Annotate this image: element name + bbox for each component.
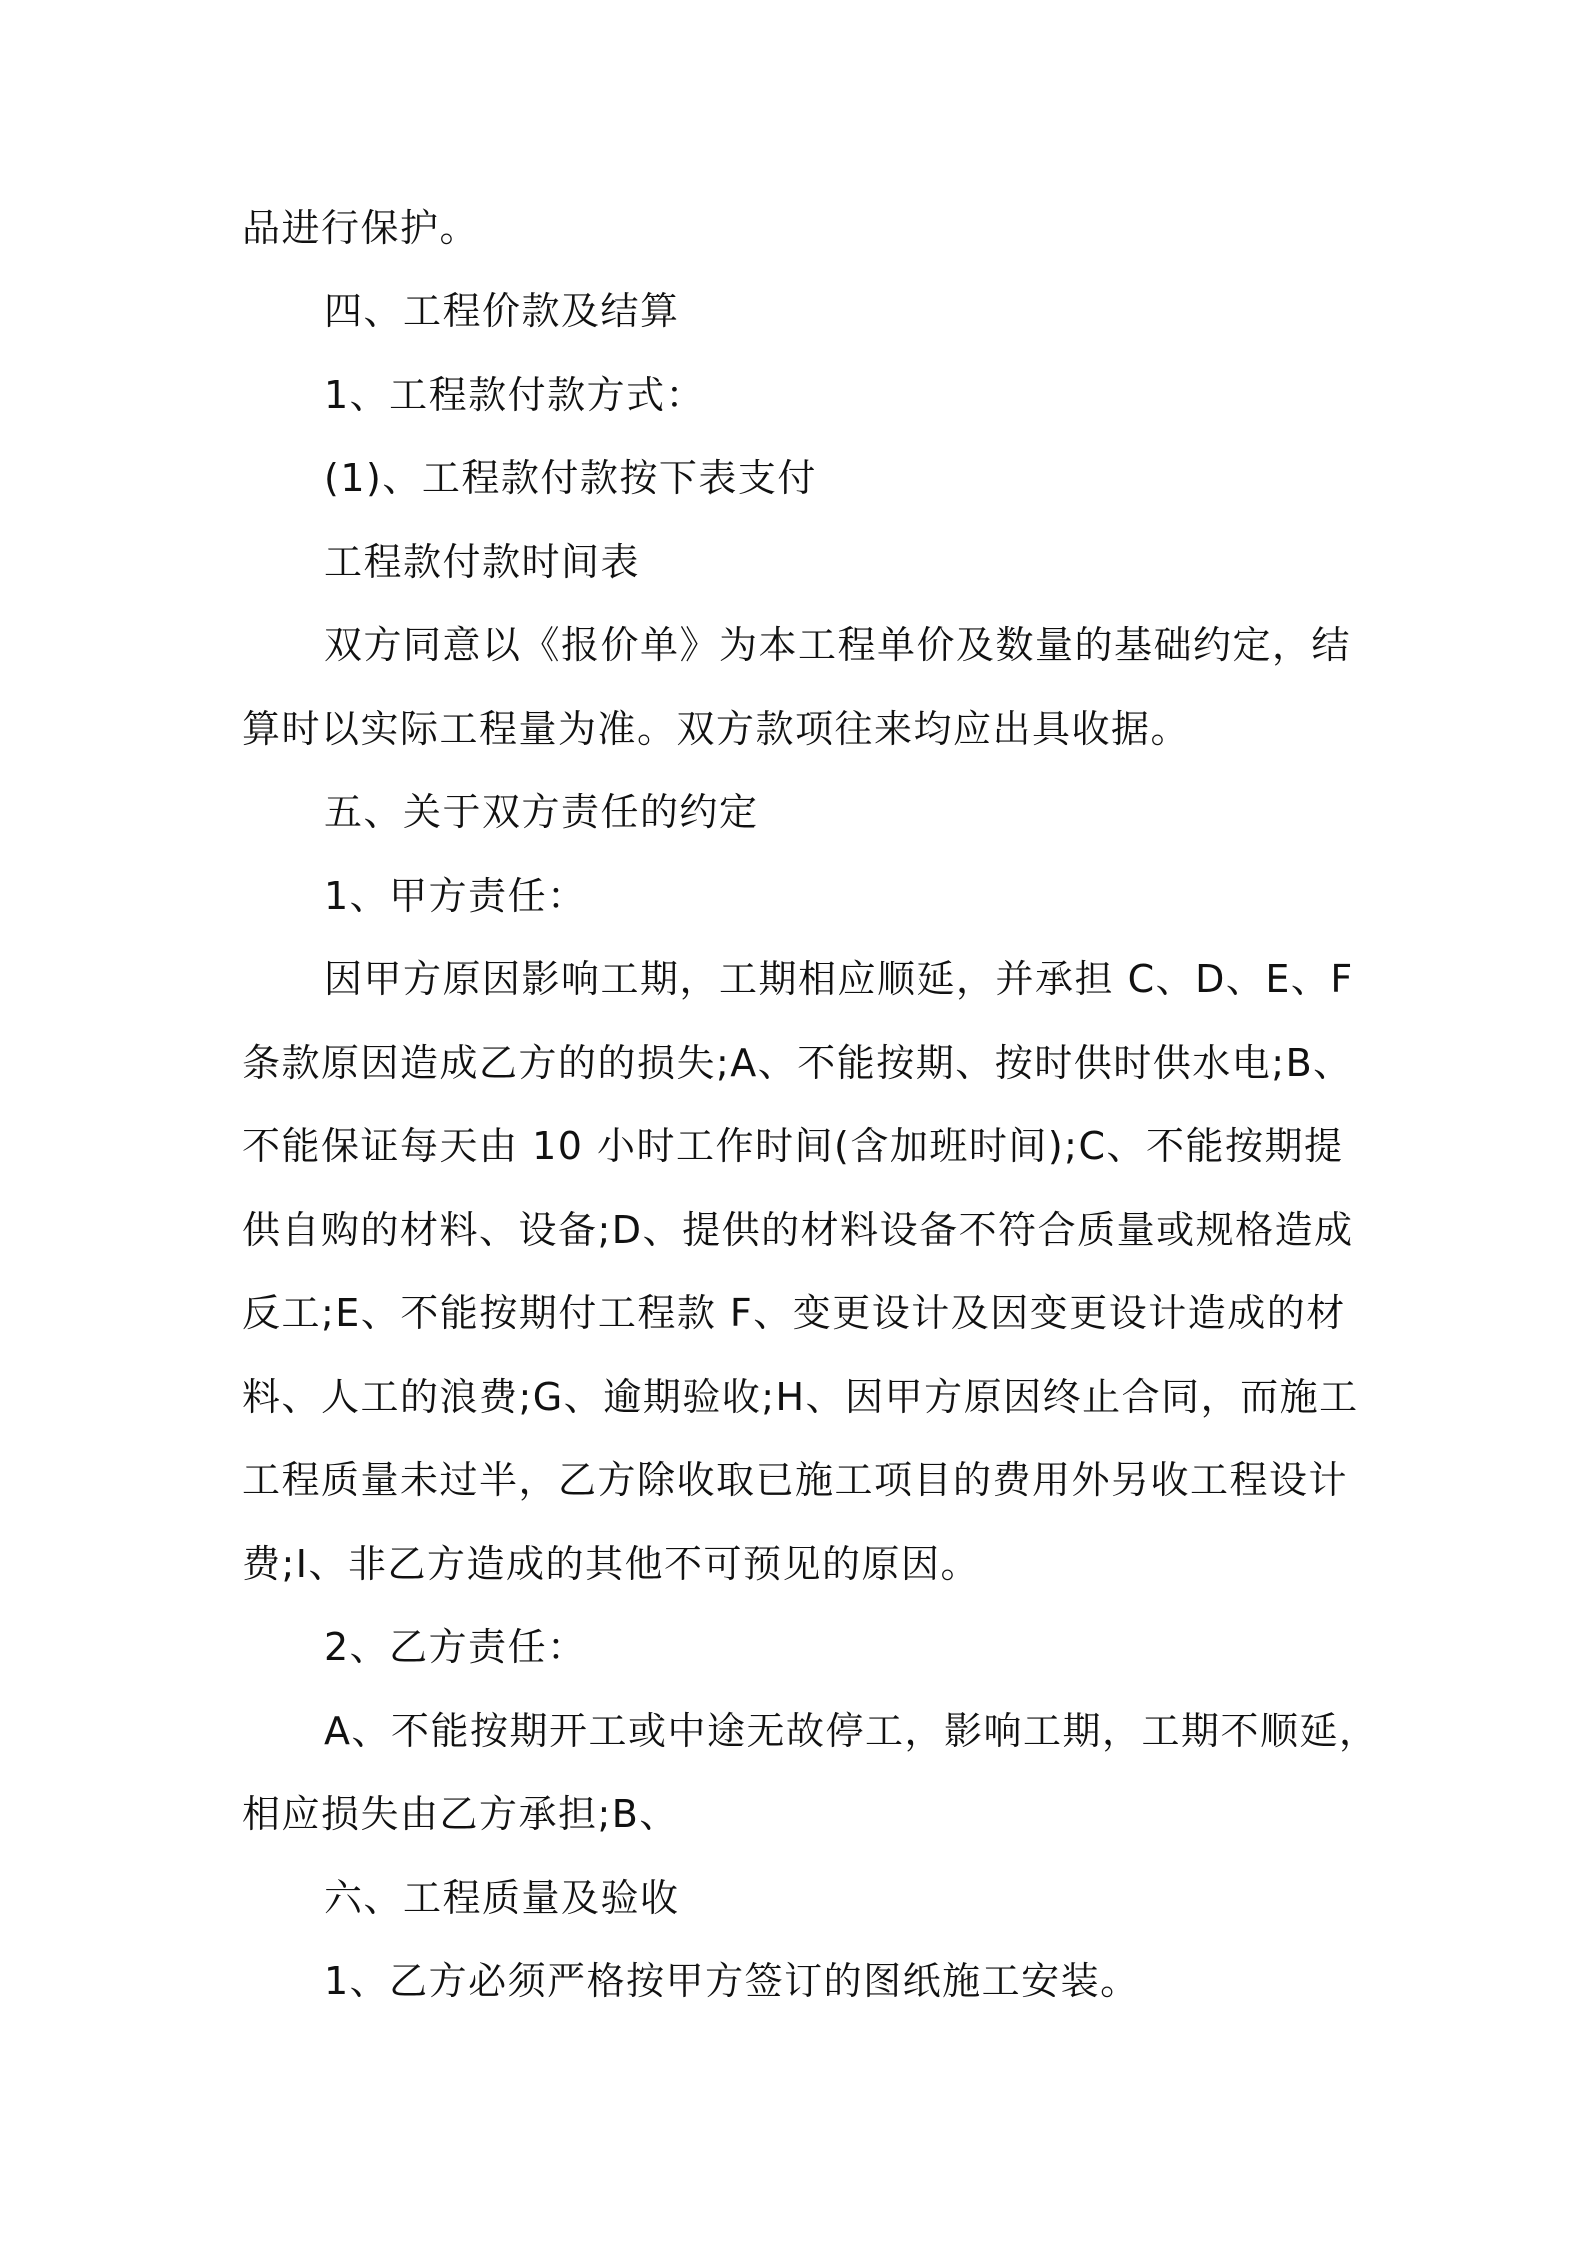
clause-item: 1、乙方必须严格按甲方签订的图纸施工安装。 — [324, 1959, 1140, 2003]
section-heading-6: 六、工程质量及验收 — [324, 1876, 680, 1920]
clause-heading: 2、乙方责任： — [324, 1625, 587, 1669]
clause-heading: 1、甲方责任： — [324, 874, 587, 918]
clause-heading: 1、工程款付款方式： — [324, 373, 706, 417]
table-title: 工程款付款时间表 — [324, 540, 641, 584]
clause-subitem: (1)、工程款付款按下表支付 — [324, 456, 817, 500]
section-heading-5: 五、关于双方责任的约定 — [324, 790, 759, 834]
paragraph-line: 工程质量未过半，乙方除收取已施工项目的费用外另收工程设计 — [242, 1458, 1349, 1502]
paragraph-line: 反工;E、不能按期付工程款 F、变更设计及因变更设计造成的材 — [242, 1291, 1346, 1335]
paragraph-line: A、不能按期开工或中途无故停工，影响工期，工期不顺延， — [324, 1709, 1379, 1753]
paragraph-line: 不能保证每天由 10 小时工作时间(含加班时间);C、不能按期提 — [242, 1124, 1344, 1168]
paragraph-line: 相应损失由乙方承担;B、 — [242, 1792, 679, 1836]
text-line-continuation: 品进行保护。 — [242, 206, 480, 250]
section-heading-4: 四、工程价款及结算 — [324, 289, 680, 333]
paragraph-line: 料、人工的浪费;G、逾期验收;H、因甲方原因终止合同，而施工 — [242, 1375, 1359, 1419]
paragraph-line: 算时以实际工程量为准。双方款项往来均应出具收据。 — [242, 707, 1191, 751]
paragraph-line: 费;I、非乙方造成的其他不可预见的原因。 — [242, 1542, 981, 1586]
paragraph-line: 因甲方原因影响工期，工期相应顺延，并承担 C、D、E、F — [324, 957, 1354, 1001]
paragraph-line: 双方同意以《报价单》为本工程单价及数量的基础约定，结 — [324, 623, 1352, 667]
paragraph-line: 条款原因造成乙方的的损失;A、不能按期、按时供时供水电;B、 — [242, 1041, 1353, 1085]
paragraph-line: 供自购的材料、设备;D、提供的材料设备不符合质量或规格造成 — [242, 1208, 1354, 1252]
